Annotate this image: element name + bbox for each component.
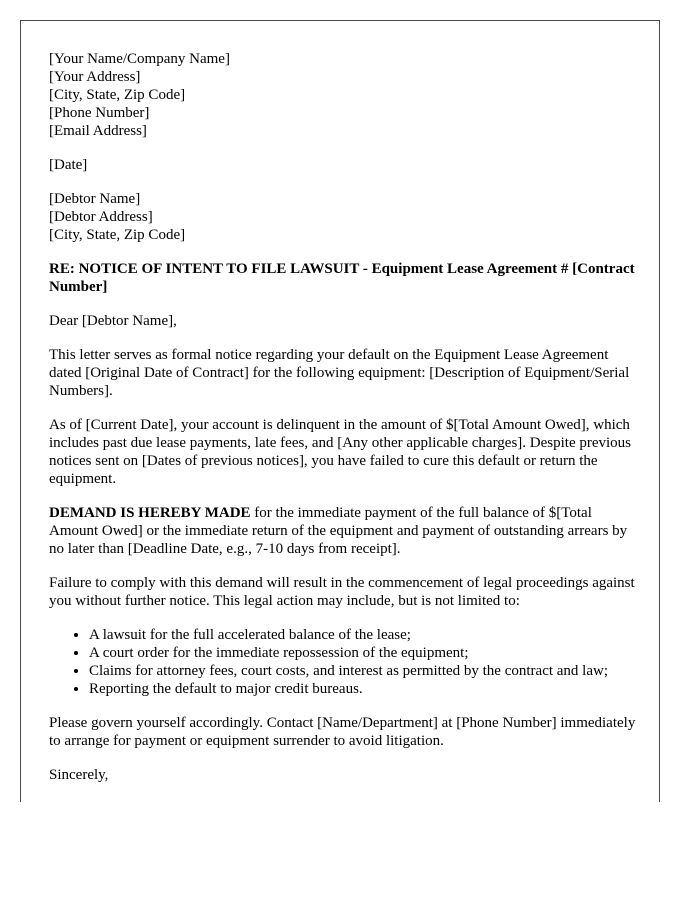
demand-lead: DEMAND IS HEREBY MADE [49,505,251,521]
paragraph-demand [49,504,639,558]
paragraph-delinquency: As of [Current Date], your account is delinquent in the amount of $[Total Amount Owed], which includes past due lease payments, late fees, and [Any other applicable charges]. Despite previous notices sent on [Dates of previous notices], you have failed to cure this default or return the equipment. [49,417,632,487]
consequences-list [49,626,639,698]
list-item: • Claims for attorney fees, court costs, and interest as permitted by the contract and law; [89,662,639,680]
letter-date: [Date] [49,157,88,173]
sender-block [49,50,639,140]
list-item: • Reporting the default to major credit bureaus. [89,680,639,698]
recipient-address: [Debtor Address] [49,209,153,225]
subject-line: RE: NOTICE OF INTENT TO FILE LAWSUIT - Equipment Lease Agreement # [Contract Number] [49,261,635,295]
sender-city: [City, State, Zip Code] [49,87,186,103]
paragraph-consequences: Failure to comply with this demand will result in the commencement of legal proceedings against you without further notice. This legal action may include, but is not limited to: [49,575,635,609]
recipient-name: [Debtor Name] [49,191,141,207]
recipient-city: [City, State, Zip Code] [49,227,186,243]
salutation: Dear [Debtor Name], [49,313,177,329]
paragraph-default-notice: This letter serves as formal notice regarding your default on the Equipment Lease Agreement dated [Original Date of Contract] for the following equipment: [Description of Equipment/Serial Numbers]. [49,347,630,399]
letter-page [20,20,660,802]
letter-content [49,50,639,784]
paragraph-contact: Please govern yourself accordingly. Contact [Name/Department] at [Phone Number] immediately to arrange for payment or equipment surrender to avoid litigation. [49,715,636,749]
sender-name: [Your Name/Company Name] [49,51,230,67]
list-item: • A court order for the immediate repossession of the equipment; [89,644,639,662]
sender-email: [Email Address] [49,123,147,139]
closing: Sincerely, [49,767,109,783]
sender-address: [Your Address] [49,69,141,85]
demand-rest: for the immediate payment of the full balance of $[Total Amount Owed] or the immediate return of the equipment and payment of outstanding arrears by no later than [Deadline Date, e.g., 7-10 days from receipt]. [49,505,628,557]
sender-phone: [Phone Number] [49,105,150,121]
recipient-block [49,190,639,244]
list-item: • A lawsuit for the full accelerated balance of the lease; [89,626,639,644]
